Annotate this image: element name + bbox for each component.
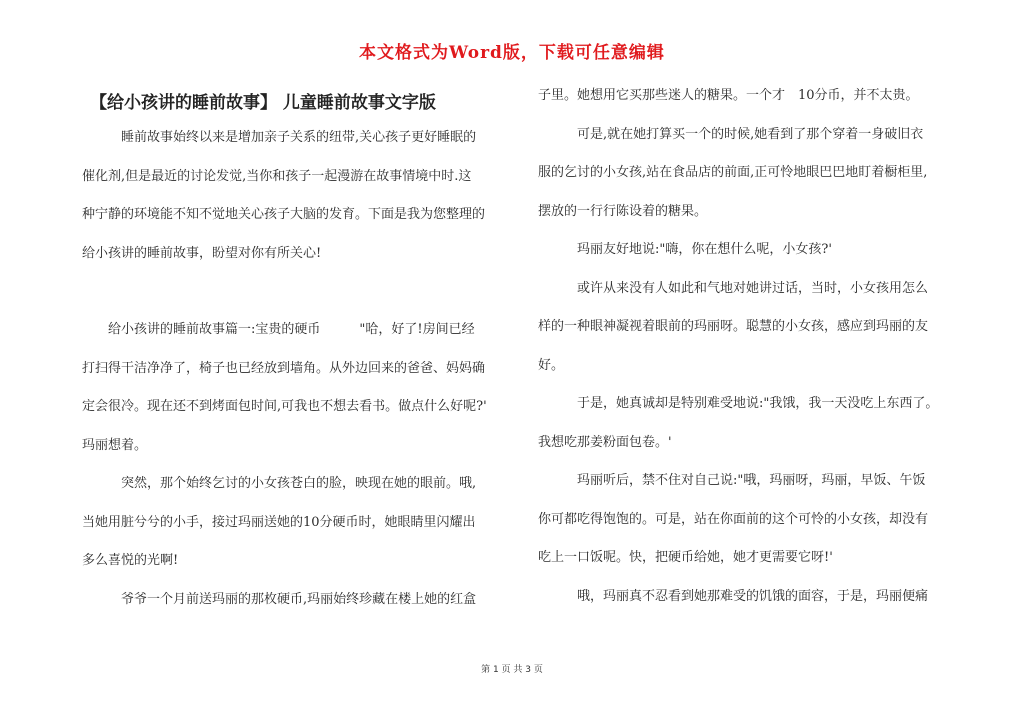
text-line: [82, 282, 502, 320]
text-line: 样的一种眼神凝视着眼前的玛丽呀。聪慧的小女孩，感应到玛丽的友: [538, 319, 929, 334]
text-line: 可是,就在她打算买一个的时候,她看到了那个穿着一身破旧衣: [538, 126, 924, 142]
text-line: 爷爷一个月前送玛丽的那枚硬币,玛丽始终珍藏在楼上她的红盒: [82, 591, 477, 607]
left-column-body: [82, 128, 502, 628]
text-line: 摆放的一行行陈设着的糖果。: [538, 203, 708, 219]
left-column: [82, 86, 502, 628]
text-line: 玛丽友好地说:"嗨，你在想什么呢，小女孩?': [538, 242, 832, 257]
text-line: 或许从来没有人如此和气地对她讲过话，当时，小女孩用怎么: [538, 280, 929, 296]
text-line: 打扫得干洁净净了，椅子也已经放到墙角。从外边回来的爸爸、妈妈确: [82, 360, 486, 376]
text-line: 于是，她真诚却是特别难受地说:"我饿，我一天没吃上东西了。: [538, 396, 939, 411]
text-line: 催化剂,但是最近的讨论发觉,当你和孩子一起漫游在故事情境中时.这: [82, 168, 472, 184]
text-line: 玛丽听后，禁不住对自己说:"哦，玛丽呀，玛丽，早饭、午饭: [538, 473, 926, 488]
text-line: 当她用脏兮兮的小手，接过玛丽送她的10分硬币时，她眼睛里闪耀出: [82, 514, 476, 530]
text-line: 给小孩讲的睡前故事，盼望对你有所关心!: [82, 245, 322, 261]
text-line: 吃上一口饭呢。快，把硬币给她，她才更需要它呀!': [538, 550, 833, 565]
text-line: 突然，那个始终乞讨的小女孩苍白的脸，映现在她的眼前。哦,: [82, 476, 477, 491]
text-line: 你可都吃得饱饱的。可是，站在你面前的这个可怜的小女孩，却没有: [538, 511, 929, 527]
document-title: 【给小孩讲的睡前故事】 儿童睡前故事文字版: [90, 93, 436, 113]
text-line: 服的乞讨的小女孩,站在食品店的前面,正可怜地眼巴巴地盯着橱柜里,: [538, 165, 928, 180]
page-number: 第 1 页 共 3 页: [481, 665, 543, 675]
right-column-body: [538, 86, 978, 625]
text-line: 子里。她想用它买那些迷人的糖果。一个才 10分币，并不太贵。: [538, 88, 919, 103]
text-line: 种宁静的环境能不知不觉地关心孩子大脑的发育。下面是我为您整理的: [82, 207, 486, 222]
text-line: 玛丽想着。: [82, 437, 148, 453]
text-line: 哦，玛丽真不忍看到她那难受的饥饿的面容，于是，玛丽便痛: [538, 588, 929, 604]
document-banner: 本文格式为Word版，下载可任意编辑: [359, 43, 665, 63]
text-line: 睡前故事始终以来是增加亲子关系的纽带,关心孩子更好睡眠的: [82, 130, 477, 145]
text-line: 我想吃那姜粉面包卷。': [538, 434, 672, 450]
right-column: [538, 86, 978, 625]
text-line: 定会很冷。现在还不到烤面包时间,可我也不想去看书。做点什么好呢?': [82, 399, 487, 414]
text-line: 好。: [538, 357, 565, 373]
text-line: 多么喜悦的光啊!: [82, 553, 179, 568]
text-line: 给小孩讲的睡前故事篇一:宝贵的硬币 "哈，好了!房间已经: [82, 322, 475, 337]
